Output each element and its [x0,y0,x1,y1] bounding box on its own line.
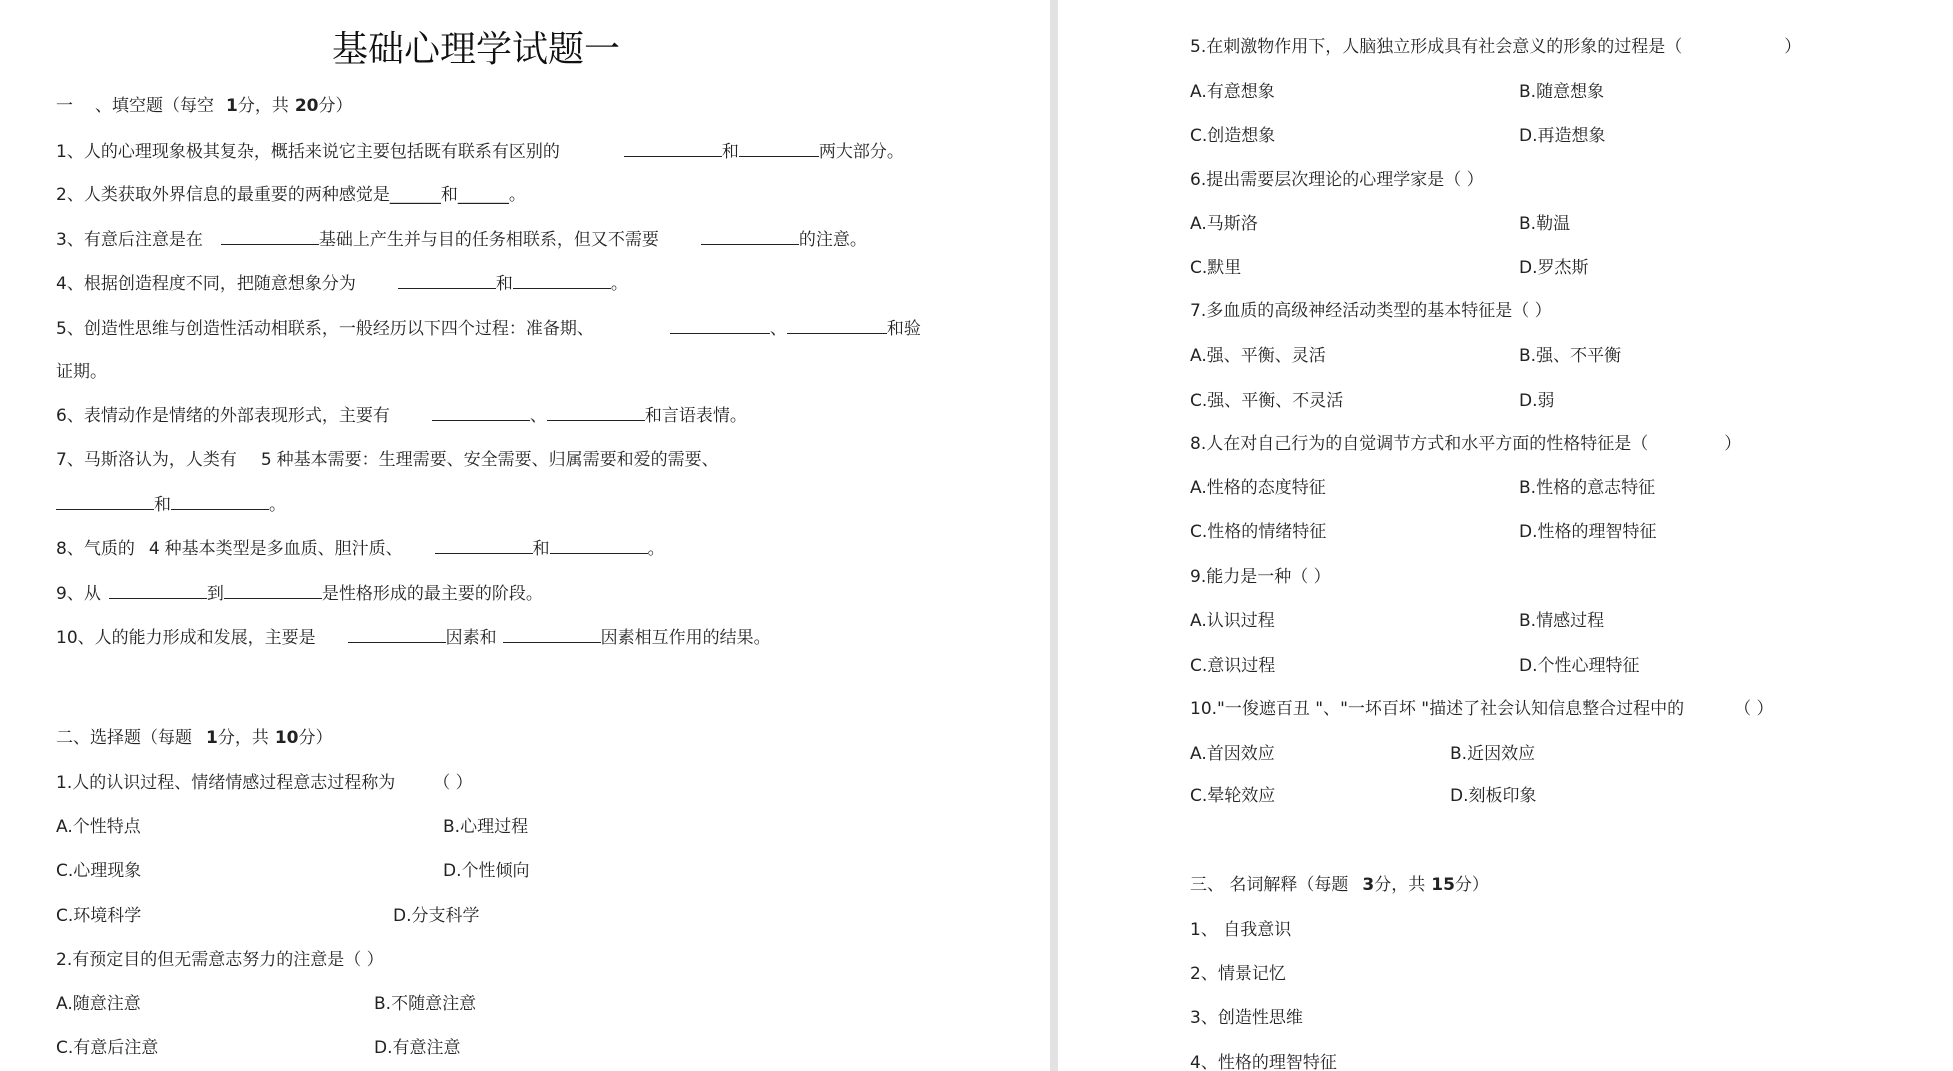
answer-blank[interactable] [739,140,819,157]
answer-blank[interactable] [221,228,319,245]
question-text: 和言语表情。 [644,406,747,426]
option-d[interactable]: D.有意注意 [374,1038,461,1058]
option-c[interactable]: C.意识过程 [1190,656,1276,676]
question-text: 4 [148,539,160,559]
choice-question-8 [1190,433,1741,455]
section1-points-per: 1 [226,96,238,116]
fill-question-8 [56,537,665,560]
option-b[interactable]: B.情感过程 [1519,611,1605,631]
question-text: 。 [647,539,665,559]
option-d[interactable]: D.罗杰斯 [1519,258,1589,278]
answer-blank[interactable] [56,493,154,510]
page-title: 基础心理学试题一 [332,29,621,70]
question-text: 。 [610,274,628,294]
option-b[interactable]: B.不随意注意 [374,994,477,1014]
page-gutter [1050,0,1058,1071]
question-text: 的注意。 [798,230,867,250]
option-a[interactable]: A.个性特点 [56,817,141,837]
option-b[interactable]: B.强、不平衡 [1519,346,1622,366]
choice-question-7: 7.多血质的高级神经活动类型的基本特征是（ ） [1190,301,1552,321]
option-c[interactable]: C.有意后注意 [56,1038,159,1058]
section3-heading-text: 三、 名词解释（每题 [1190,875,1349,895]
option-a[interactable]: A.认识过程 [1190,611,1275,631]
fill-question-5-cont: 证期。 [56,362,107,382]
answer-paren[interactable]: ） [1784,37,1802,57]
question-text: 5 [260,450,272,470]
section3-points-total: 15 [1431,875,1455,895]
choice-question-2: 2.有预定目的但无需意志努力的注意是（ ） [56,950,384,970]
question-text: 和 [495,274,513,294]
question-text: 和 [532,539,550,559]
option-a[interactable]: A.首因效应 [1190,744,1275,764]
fill-question-2: 2、人类获取外界信息的最重要的两种感觉是______和______。 [56,185,526,205]
choice-question-9: 9.能力是一种（ ） [1190,567,1331,587]
section2-points-total: 10 [274,728,299,748]
answer-blank[interactable] [435,537,533,554]
section3-heading-mid: 分，共 [1374,875,1426,895]
section1-heading [56,95,353,117]
section3-points-per: 3 [1362,875,1375,895]
question-text: 9、从 [56,584,101,604]
option-d[interactable]: D.个性倾向 [443,861,530,881]
answer-blank[interactable] [550,537,648,554]
answer-blank[interactable] [547,404,645,421]
section3-heading [1190,874,1489,896]
option-b[interactable]: B.近因效应 [1450,744,1536,764]
fill-question-7 [56,449,719,471]
section2-heading-end: 分） [298,728,333,748]
option-c[interactable]: C.默里 [1190,258,1242,278]
question-text: 、 [769,319,787,339]
question-text: 因素和 [445,628,497,648]
answer-paren[interactable]: （ ） [433,773,473,793]
question-text: 是性格形成的最主要的阶段。 [321,584,543,604]
question-text: 3、有意后注意是在 [56,230,203,250]
question-text: 7、马斯洛认为，人类有 [56,450,237,470]
choice-question-5 [1190,36,1801,58]
option-c[interactable]: C.性格的情绪特征 [1190,522,1327,542]
option-d[interactable]: D.再造想象 [1519,126,1606,146]
option-a[interactable]: A.马斯洛 [1190,214,1258,234]
option-a[interactable]: A.有意想象 [1190,82,1275,102]
question-text: 5、创造性思维与创造性活动相联系，一般经历以下四个过程：准备期、 [56,319,594,339]
question-text: 和验 [886,319,921,339]
fill-question-10 [56,626,771,649]
answer-blank[interactable] [701,228,799,245]
question-text: 1、人的心理现象极其复杂，概括来说它主要包括既有联系有区别的 [56,142,560,162]
option-d[interactable]: D.刻板印象 [1450,786,1537,806]
question-text: 种基本类型是多血质、胆汁质、 [164,539,403,559]
option-b[interactable]: B.勒温 [1519,214,1571,234]
section3-heading-end: 分） [1454,875,1489,895]
term-item: 3、创造性思维 [1190,1008,1303,1028]
option-d[interactable]: D.个性心理特征 [1519,656,1640,676]
question-text: 和 [721,142,739,162]
option-a[interactable]: A.随意注意 [56,994,141,1014]
section2-heading-text: 二、选择题（每题 [56,728,192,748]
section1-heading-mid: 分，共 [237,96,289,116]
option-d[interactable]: D.分支科学 [393,906,480,926]
choice-question-6: 6.提出需要层次理论的心理学家是（ ） [1190,170,1484,190]
answer-blank[interactable] [624,140,722,157]
answer-blank[interactable] [348,626,446,643]
answer-blank[interactable] [224,582,322,599]
section2-points-per: 1 [206,728,218,748]
question-text: 因素相互作用的结果。 [600,628,771,648]
answer-blank[interactable] [503,626,601,643]
fill-question-9 [56,582,543,605]
section2-heading-mid: 分，共 [217,728,269,748]
fill-question-1 [56,140,904,163]
option-b[interactable]: B.性格的意志特征 [1519,478,1656,498]
answer-paren[interactable]: ） [1724,434,1742,454]
section1-points-total: 20 [294,96,319,116]
question-text: 10、人的能力形成和发展，主要是 [56,628,316,648]
choice-question-10 [1190,698,1774,720]
answer-blank[interactable] [109,582,207,599]
option-c[interactable]: C.创造想象 [1190,126,1276,146]
answer-blank[interactable] [432,404,530,421]
question-text: 两大部分。 [818,142,904,162]
section2-heading [56,727,333,749]
fill-question-4 [56,272,628,295]
option-c[interactable]: C.晕轮效应 [1190,786,1276,806]
question-text: 6、表情动作是情绪的外部表现形式，主要有 [56,406,390,426]
option-b[interactable]: B.随意想象 [1519,82,1605,102]
answer-blank[interactable] [513,272,611,289]
option-a[interactable]: A.强、平衡、灵活 [1190,346,1326,366]
question-text: 种基本需要：生理需要、安全需要、归属需要和爱的需要、 [276,450,719,470]
question-stem: 1.人的认识过程、情绪情感过程意志过程称为 [56,773,396,793]
answer-paren[interactable]: （ ） [1734,699,1774,719]
fill-question-5 [56,317,921,340]
answer-blank[interactable] [398,272,496,289]
option-c[interactable]: C.心理现象 [56,861,142,881]
question-stem: 5.在刺激物作用下，人脑独立形成具有社会意义的形象的过程是（ [1190,37,1683,57]
option-c[interactable]: C.环境科学 [56,906,142,926]
section1-separator: 、 [95,96,112,116]
question-stem: 8.人在对自己行为的自觉调节方式和水平方面的性格特征是（ [1190,434,1649,454]
section1-heading-end: 分） [318,96,353,116]
question-text: 基础上产生并与目的任务相联系，但又不需要 [318,230,659,250]
term-item: 2、情景记忆 [1190,964,1286,984]
question-text: 、 [529,406,547,426]
section1-number: 一 [56,96,73,116]
exam-page-right [1058,0,1953,1071]
option-c[interactable]: C.强、平衡、不灵活 [1190,391,1344,411]
answer-blank[interactable] [670,317,770,334]
term-item: 1、 自我意识 [1190,920,1292,940]
question-text: 到 [206,584,224,604]
question-stem: 10."一俊遮百丑 "、"一坏百坏 "描述了社会认知信息整合过程中的 [1190,699,1685,719]
section1-heading-text: 填空题（每空 [112,96,214,116]
term-item: 4、性格的理智特征 [1190,1053,1337,1071]
answer-blank[interactable] [787,317,887,334]
question-text: 和 [154,495,171,515]
option-d[interactable]: D.弱 [1519,391,1555,411]
answer-blank[interactable] [171,493,269,510]
question-text: 8、气质的 [56,539,135,559]
fill-question-3 [56,228,867,251]
choice-question-1 [56,772,473,794]
option-d[interactable]: D.性格的理智特征 [1519,522,1657,542]
question-text: 4、根据创造程度不同，把随意想象分为 [56,274,356,294]
option-b[interactable]: B.心理过程 [443,817,529,837]
fill-question-7-cont [56,493,286,516]
fill-question-6 [56,404,747,427]
question-text: 。 [269,495,286,515]
option-a[interactable]: A.性格的态度特征 [1190,478,1326,498]
